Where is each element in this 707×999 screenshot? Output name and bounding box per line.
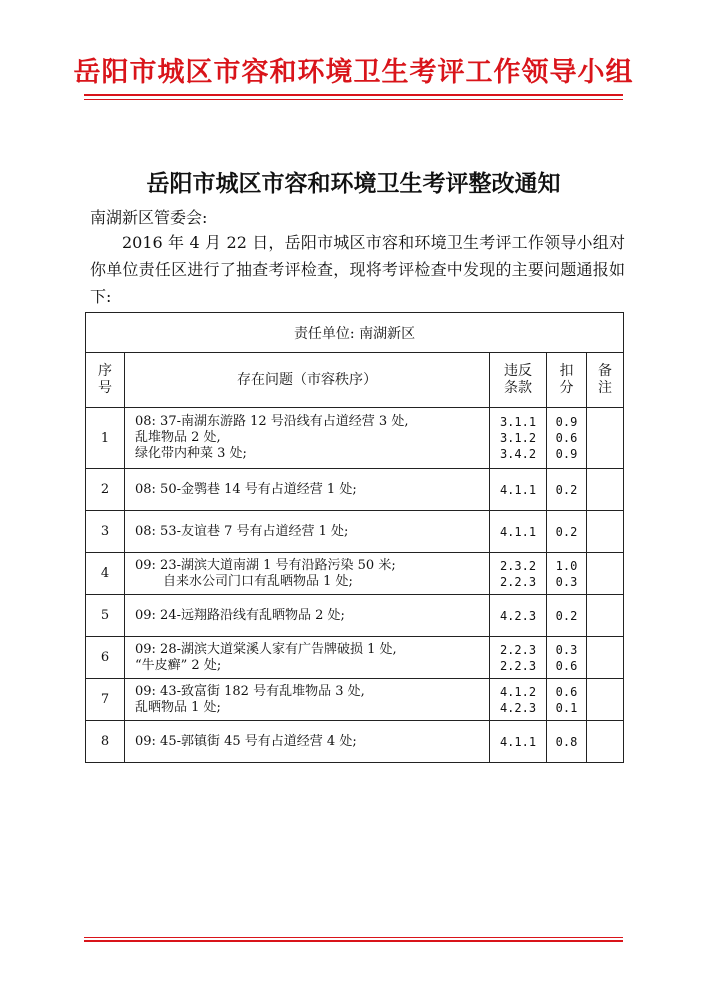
remark-header: 备 注: [587, 353, 624, 408]
table-row: [86, 469, 624, 511]
footer-rule-thin: [84, 937, 623, 938]
issue-header: 存在问题（市容秩序）: [125, 353, 490, 408]
org-title: 岳阳市城区市容和环境卫生考评工作领导小组: [73, 57, 634, 88]
seq-header: 序 号: [86, 353, 125, 408]
issue-cell: 09: 43-致富街 182 号有乱堆物品 3 处, 乱晒物品 1 处;: [125, 679, 490, 721]
table-row: [86, 679, 624, 721]
table-row: [86, 553, 624, 595]
deduct-cell: 1.0 0.3: [547, 553, 587, 595]
issues-table: [85, 312, 624, 763]
remark-cell: [587, 595, 624, 637]
remark-cell: [587, 469, 624, 511]
remark-cell: [587, 637, 624, 679]
issue-cell: 08: 50-金鹗巷 14 号有占道经营 1 处;: [125, 469, 490, 511]
deduct-cell: 0.3 0.6: [547, 637, 587, 679]
issue-cell: 09: 23-湖滨大道南湖 1 号有沿路污染 50 米; 自来水公司门口有乱晒物品 1 处;: [125, 553, 490, 595]
remark-cell: [587, 679, 624, 721]
deduct-cell: 0.6 0.1: [547, 679, 587, 721]
seq-cell: 2: [86, 469, 125, 511]
table-row: [86, 408, 624, 469]
table-row: [86, 595, 624, 637]
table-row: [86, 721, 624, 763]
deduct-cell: 0.2: [547, 595, 587, 637]
deduct-cell: 0.2: [547, 469, 587, 511]
deduct-cell: 0.9 0.6 0.9: [547, 408, 587, 469]
table-row: [86, 637, 624, 679]
remark-cell: [587, 511, 624, 553]
clause-cell: 2.3.2 2.2.3: [490, 553, 547, 595]
table-header-row: [86, 353, 624, 408]
issue-cell: 08: 53-友谊巷 7 号有占道经营 1 处;: [125, 511, 490, 553]
issue-cell: 09: 24-远翔路沿线有乱晒物品 2 处;: [125, 595, 490, 637]
notice-body: 2016 年 4 月 22 日，岳阳市城区市容和环境卫生考评工作领导小组对你单位责任区进行了抽查考评检查，现将考评检查中发现的主要问题通报如下:: [90, 233, 625, 306]
clause-cell: 3.1.1 3.1.2 3.4.2: [490, 408, 547, 469]
unit-cell: 责任单位: 南湖新区: [86, 313, 624, 353]
clause-cell: 4.1.1: [490, 511, 547, 553]
remark-cell: [587, 408, 624, 469]
seq-cell: 8: [86, 721, 125, 763]
clause-header: 违反 条款: [490, 353, 547, 408]
seq-cell: 3: [86, 511, 125, 553]
clause-cell: 4.2.3: [490, 595, 547, 637]
issue-cell: 08: 37-南湖东游路 12 号沿线有占道经营 3 处, 乱堆物品 2 处, 绿化带内种菜 3 处;: [125, 408, 490, 469]
seq-cell: 1: [86, 408, 125, 469]
seq-cell: 4: [86, 553, 125, 595]
clause-cell: 4.1.1: [490, 469, 547, 511]
deduct-cell: 0.2: [547, 511, 587, 553]
issue-cell: 09: 45-郭镇街 45 号有占道经营 4 处;: [125, 721, 490, 763]
remark-cell: [587, 553, 624, 595]
table-row: [86, 511, 624, 553]
seq-cell: 7: [86, 679, 125, 721]
recipient: 南湖新区管委会:: [90, 208, 208, 227]
clause-cell: 4.1.2 4.2.3: [490, 679, 547, 721]
header-rule-thin: [84, 99, 623, 100]
remark-cell: [587, 721, 624, 763]
seq-cell: 5: [86, 595, 125, 637]
footer-rule-thick: [84, 940, 623, 942]
deduct-header: 扣 分: [547, 353, 587, 408]
notice-title: 岳阳市城区市容和环境卫生考评整改通知: [146, 170, 561, 197]
seq-cell: 6: [86, 637, 125, 679]
header-rule-thick: [84, 94, 623, 96]
clause-cell: 4.1.1: [490, 721, 547, 763]
clause-cell: 2.2.3 2.2.3: [490, 637, 547, 679]
issue-cell: 09: 28-湖滨大道棠溪人家有广告牌破损 1 处, “牛皮癣” 2 处;: [125, 637, 490, 679]
deduct-cell: 0.8: [547, 721, 587, 763]
